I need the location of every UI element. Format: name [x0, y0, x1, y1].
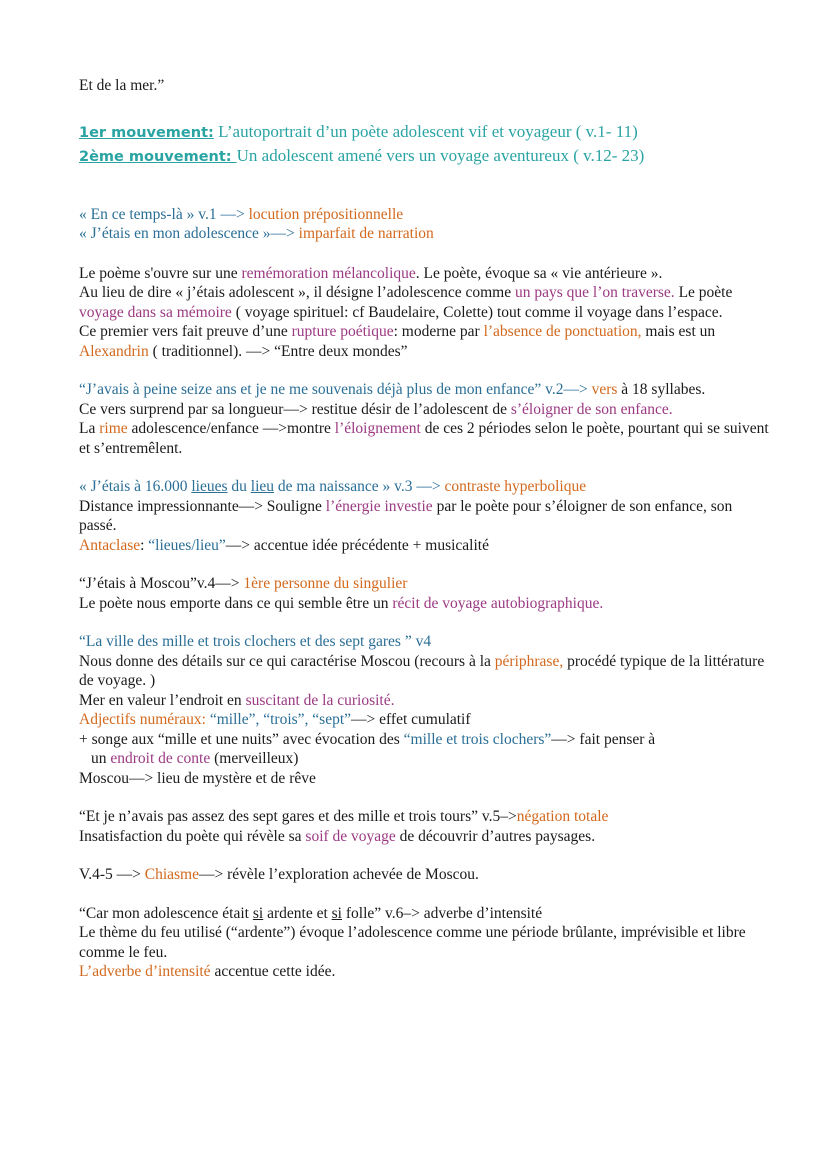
- text: “J’étais à Moscou”v.4—>: [79, 575, 244, 592]
- paragraph: [79, 594, 769, 614]
- paragraph: [79, 283, 769, 322]
- highlight: rupture poétique: [291, 323, 394, 340]
- paragraph: [79, 865, 769, 885]
- figure-term: Antaclase: [79, 536, 141, 554]
- underlined-word: si: [331, 904, 342, 922]
- text: : moderne par: [393, 323, 484, 340]
- text: . Le poète, évoque sa « vie antérieure ».: [415, 264, 663, 282]
- underlined-word: si: [252, 904, 264, 922]
- highlight: voyage dans sa mémoire: [79, 303, 232, 321]
- movement-2-label: 2ème mouvement:: [79, 149, 237, 165]
- text: de découvrir d’autres paysages.: [395, 827, 596, 845]
- paragraph: [79, 322, 769, 361]
- text: folle” v.6–> adverbe d’intensité: [341, 904, 543, 922]
- highlight: soif de voyage: [305, 827, 396, 845]
- text: + songe aux “mille et une nuits” avec évocation des: [79, 730, 404, 748]
- text: ( voyage spirituel: cf Baudelaire, Colette) tout comme il voyage dans l’espace.: [231, 303, 723, 321]
- figure-term: Alexandrin: [79, 342, 149, 360]
- movement-2-text: Un adolescent amené vers un voyage aventureux ( v.12- 23): [236, 146, 645, 165]
- text: mais est un: [641, 323, 716, 340]
- figure-term: 1ère personne du singulier: [243, 575, 408, 592]
- figure-term: Chiasme: [144, 866, 199, 883]
- paragraph: [79, 632, 769, 652]
- quote: « J’étais à 16.000: [79, 478, 192, 495]
- quote: « J’étais en mon adolescence »—>: [79, 225, 299, 242]
- quote: “J’avais à peine seize ans et je ne me souvenais déjà plus de mon enfance” v.2—>: [79, 381, 592, 398]
- figure-term: négation totale: [516, 808, 609, 825]
- figure-term: L’adverbe d’intensité: [79, 963, 211, 980]
- text: —> effet cumulatif: [351, 711, 471, 728]
- paragraph: [79, 691, 769, 711]
- paragraph: [79, 904, 769, 924]
- text: Le poème s'ouvre sur une: [79, 264, 242, 282]
- poem-end-line: Et de la mer.”: [79, 77, 165, 94]
- text: ardente et: [263, 904, 332, 922]
- quote: “mille et trois clochers”: [403, 730, 552, 748]
- text: Insatisfaction du poète qui révèle sa: [79, 827, 306, 845]
- text-line: [79, 76, 769, 96]
- text: de ces 2 périodes selon le poète, pourtant qui se suivent et s’entremêlent.: [79, 420, 769, 457]
- paragraph: [79, 710, 769, 730]
- text: (merveilleux): [210, 750, 299, 767]
- text: “Et je n’avais pas assez des sept gares et des mille et trois tours” v.5–>: [79, 808, 517, 825]
- highlight: un pays que l’on traverse.: [515, 284, 675, 301]
- document-page: [79, 76, 769, 982]
- text: “Car mon adolescence était: [79, 904, 253, 922]
- figure-term: locution prépositionnelle: [248, 205, 404, 223]
- quote: du: [227, 478, 251, 495]
- figure-term: contraste hyperbolique: [444, 478, 587, 495]
- paragraph: [79, 497, 769, 536]
- paragraph: [79, 807, 769, 827]
- text: V.4-5 —>: [79, 866, 145, 883]
- text: Le poète: [674, 284, 733, 301]
- quote-underlined: lieu: [250, 478, 275, 495]
- figure-term: imparfait de narration: [298, 225, 434, 242]
- text: Le poète nous emporte dans ce qui semble être un: [79, 594, 393, 612]
- paragraph: [79, 652, 769, 691]
- paragraph: [79, 400, 769, 420]
- text: —> révèle l’exploration achevée de Moscou.: [198, 866, 479, 883]
- paragraph: [79, 923, 769, 962]
- text: Nous donne des détails sur ce qui caractérise Moscou (recours à la: [79, 652, 495, 670]
- quote: « En ce temps-là » v.1 —>: [79, 205, 249, 223]
- movement-2: [79, 146, 769, 168]
- text: Ce premier vers fait preuve d’une: [79, 323, 292, 340]
- text: à 18 syllabes.: [617, 381, 706, 398]
- text: —> fait penser à: [551, 730, 656, 748]
- section-line: [79, 205, 769, 225]
- movement-1-text: L’autoportrait d’un poète adolescent vif et voyageur ( v.1- 11): [213, 121, 638, 141]
- paragraph: [79, 380, 769, 400]
- figure-term: Adjectifs numéraux:: [79, 711, 210, 728]
- text: Ce vers surprend par sa longueur—> restitue désir de l’adolescent de: [79, 400, 511, 418]
- paragraph: [79, 769, 769, 789]
- highlight: s’éloigner de son enfance.: [510, 400, 673, 418]
- paragraph: [79, 827, 769, 847]
- movement-1: [79, 122, 769, 144]
- quote-underlined: lieues: [191, 478, 228, 495]
- text: —> accentue idée précédente + musicalité: [225, 536, 489, 554]
- movement-1-label: 1er mouvement:: [79, 124, 214, 141]
- paragraph: [79, 962, 769, 982]
- text: procédé typique de la littérature de voyage. ): [79, 652, 765, 689]
- paragraph: [79, 574, 769, 594]
- text: un: [91, 750, 111, 767]
- text: Mer en valeur l’endroit en: [79, 691, 246, 709]
- text: ( traditionnel). —> “Entre deux mondes”: [148, 342, 408, 360]
- paragraph: [79, 264, 769, 284]
- highlight: endroit de conte: [110, 750, 211, 767]
- section-line: [79, 224, 769, 244]
- text: Au lieu de dire « j’étais adolescent », il désigne l’adolescence comme: [79, 284, 515, 301]
- text: La: [79, 420, 100, 437]
- figure-term: l’absence de ponctuation,: [483, 323, 642, 340]
- text: :: [140, 536, 149, 554]
- paragraph: [79, 477, 769, 497]
- highlight: récit de voyage autobiographique.: [392, 594, 604, 612]
- highlight: remémoration mélancolique: [241, 264, 416, 282]
- highlight: l’éloignement: [334, 420, 421, 437]
- figure-term: vers: [591, 381, 618, 398]
- paragraph: [79, 749, 769, 769]
- highlight: suscitant de la curiosité.: [245, 691, 395, 709]
- quote: “La ville des mille et trois clochers et des sept gares ” v4: [79, 633, 432, 650]
- quote: de ma naissance » v.3 —>: [274, 478, 445, 495]
- figure-term: périphrase,: [494, 652, 564, 670]
- paragraph: [79, 419, 769, 458]
- text: accentue cette idée.: [210, 963, 336, 980]
- text: Le thème du feu utilisé (“ardente”) évoque l’adolescence comme une période brûlante, imprévisible et libre comme le feu.: [79, 924, 746, 961]
- paragraph: [79, 536, 769, 556]
- text: Distance impressionnante—> Souligne: [79, 497, 326, 515]
- figure-term: rime: [99, 420, 128, 437]
- quote: “lieues/lieu”: [148, 536, 226, 554]
- text: adolescence/enfance —>montre: [127, 420, 335, 437]
- text: par le poète pour s’éloigner de son enfance, son passé.: [79, 497, 733, 534]
- highlight: l’énergie investie: [325, 497, 433, 515]
- paragraph: [79, 730, 769, 750]
- text: Moscou—> lieu de mystère et de rêve: [79, 769, 316, 787]
- quote: “mille”, “trois”, “sept”: [209, 711, 352, 728]
